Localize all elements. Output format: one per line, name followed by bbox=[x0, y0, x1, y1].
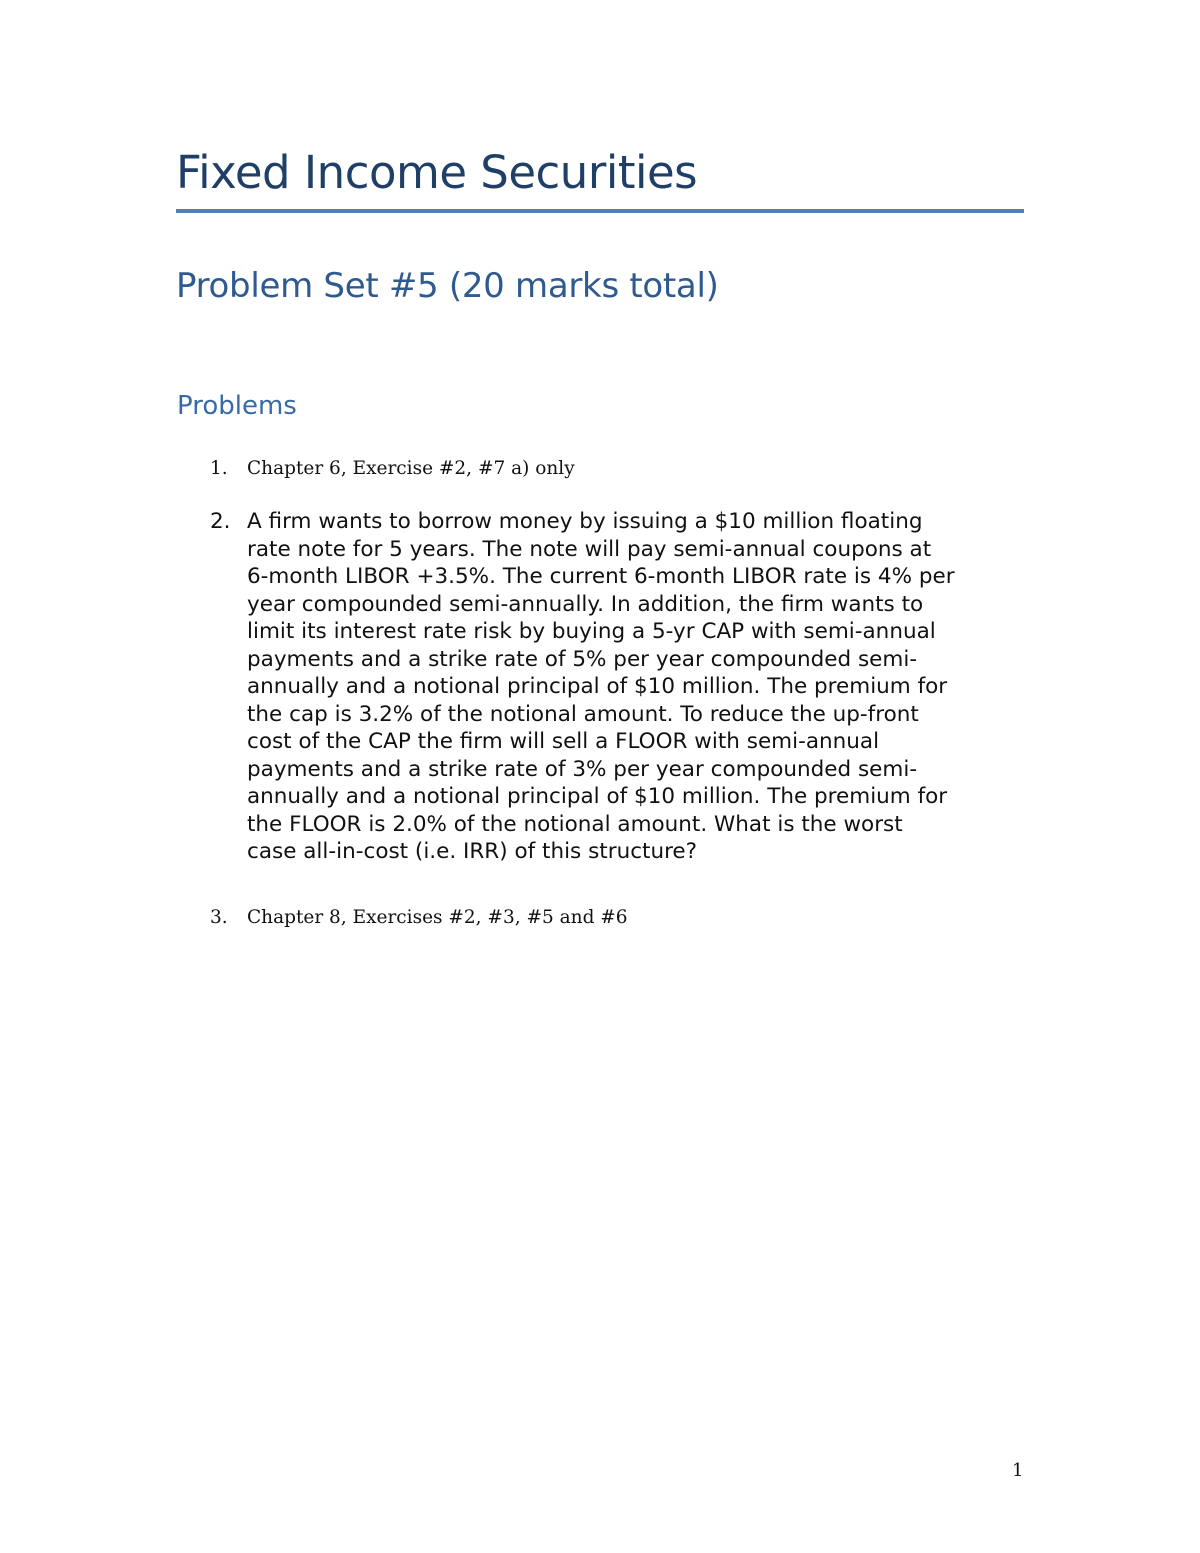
problem-set-subtitle: Problem Set #5 (20 marks total) bbox=[176, 266, 719, 306]
section-heading-problems: Problems bbox=[177, 391, 297, 421]
problem-text-line: 6-month LIBOR +3.5%. The current 6-month LIBOR rate is 4% per bbox=[247, 564, 955, 589]
problem-text-line: A firm wants to borrow money by issuing a $10 million floating bbox=[247, 509, 923, 534]
problem-number: 2. bbox=[210, 509, 231, 534]
problem-text: Chapter 6, Exercise #2, #7 a) only bbox=[247, 458, 575, 479]
problem-text-line: the cap is 3.2% of the notional amount. To reduce the up-front bbox=[247, 701, 919, 727]
problem-text-line: payments and a strike rate of 3% per year compounded semi- bbox=[247, 756, 918, 782]
problem-text-line: rate note for 5 years. The note will pay semi-annual coupons at bbox=[247, 536, 932, 562]
problem-text-line: cost of the CAP the firm will sell a FLOOR with semi-annual bbox=[247, 729, 880, 754]
page-number: 1 bbox=[1012, 1460, 1024, 1481]
problem-number: 1. bbox=[210, 458, 228, 479]
problem-text-line: year compounded semi-annually. In addition, the firm wants to bbox=[247, 591, 924, 617]
problem-number: 3. bbox=[210, 907, 228, 928]
title-underline bbox=[176, 209, 1024, 213]
document-title: Fixed Income Securities bbox=[176, 146, 698, 199]
problem-text bbox=[247, 508, 1037, 866]
problem-text-line: annually and a notional principal of $10 million. The premium for bbox=[247, 784, 948, 809]
problem-text-line: payments and a strike rate of 5% per year compounded semi- bbox=[247, 646, 918, 672]
problem-text-line: case all-in-cost (i.e. IRR) of this structure? bbox=[247, 839, 698, 864]
problem-text-line: annually and a notional principal of $10 million. The premium for bbox=[247, 674, 948, 699]
problem-text: Chapter 8, Exercises #2, #3, #5 and #6 bbox=[247, 907, 628, 928]
problem-text-line: limit its interest rate risk by buying a 5-yr CAP with semi-annual bbox=[247, 619, 936, 644]
problem-text-line: the FLOOR is 2.0% of the notional amount. What is the worst bbox=[247, 811, 903, 837]
